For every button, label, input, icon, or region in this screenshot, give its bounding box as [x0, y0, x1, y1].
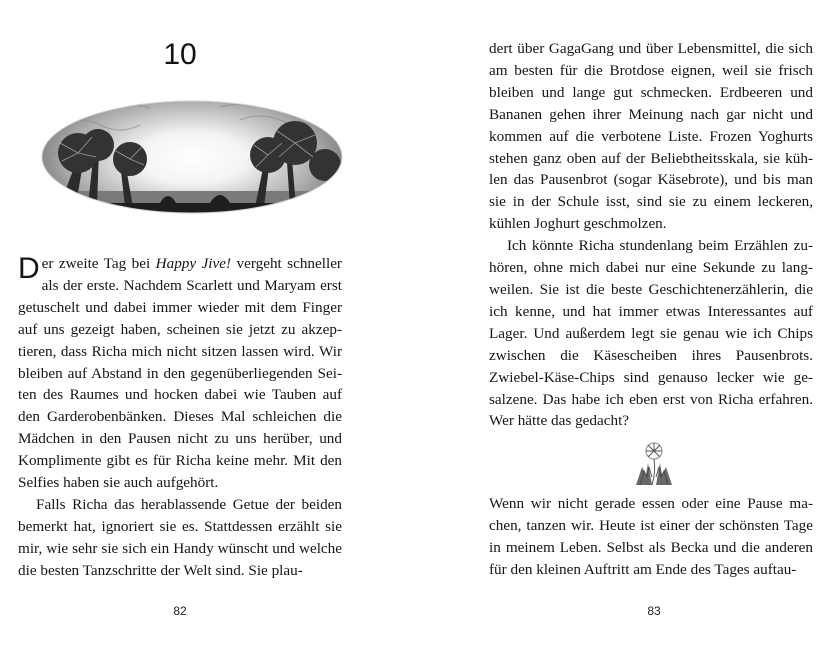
paragraph: Ich könnte Richa stundenlang beim Erzählen zuhören, ohne mich dabei nur eine Sekunde zu langweilen. Sie ist die beste Geschichtenerzählerin, die ich kenne, und hat immer etwas Interessantes auf Lager. Und außerdem legt sie genau wie ich Chips zwischen die Käsescheiben ihres Pausenbrots. Zwiebel-Käse-Chips sind genauso lecker wie gesalzene. Das habe ich eben erst von Richa erfahren. Wer hätte das gedacht? [489, 237, 813, 430]
page-number-left: 82 [173, 604, 187, 618]
paragraph-text-rest: vergeht schneller als der erste. Nachdem Scarlett und Maryam erst getuschelt und dabei immer wieder mit dem Finger auf uns gezeigt haben, scheinen sie jetzt zu akzeptieren, dass Richa mich nicht sitzen lassen wird. Wir bleiben auf Abstand in den gegenüberliegenden Seiten des Raumes und hocken dabei wie Tauben auf den Garderobenbänken. Dieses Mal schleichen die Mädchen in den Pausen nicht zu uns herüber, und Komplimente gibt es für Richa keine mehr. Mit den Selfies haben sie auch aufgehört. [18, 255, 342, 492]
paragraph: Falls Richa das herablassende Getue der beiden bemerkt hat, ignoriert sie es. Stattdessen erzählt sie mir, wie sehr sie sich ein Handy wünscht und welche die besten Tanzschritte der Welt sind. Sie plau- [18, 495, 342, 579]
paragraph: dert über GagaGang und über Lebensmittel, die sich am besten für die Brotdose eignen, weil sie frisch bleiben und lange gut schmecken. Erdbeeren und Bananen gehen ihrer Meinung nach gar nicht und kommen auf die verbotene Liste. Frozen Yoghurts stehen ganz oben auf der Beliebtheitsskala, sie kühlen das Pausenbrot (sogar Käsebrote), und bis man sie in der Schule isst, sind sie zu einem leckeren, kühlen Joghurt geschmolzen. [489, 40, 813, 233]
right-page-text-lower [489, 493, 813, 581]
paragraph [18, 253, 342, 494]
paragraph: Wenn wir nicht gerade essen oder eine Pause machen, tanzen wir. Heute ist einer der schönsten Tage in meinem Leben. Selbst als Becka und die anderen für den kleinen Auftritt am Ende des Tages auftau- [489, 495, 813, 578]
page-number-right: 83 [647, 604, 661, 618]
book-title-emphasis: Happy Jive! [155, 255, 232, 272]
dandelion-ornament-icon [624, 437, 684, 487]
drop-cap: D [18, 252, 40, 285]
chapter-number: 10 [163, 38, 197, 71]
paragraph-text-start: er zweite Tag bei [41, 255, 156, 272]
right-page-text-upper [489, 38, 813, 432]
right-page [414, 0, 828, 662]
chapter-illustration [40, 95, 344, 235]
left-page-text [18, 253, 342, 582]
